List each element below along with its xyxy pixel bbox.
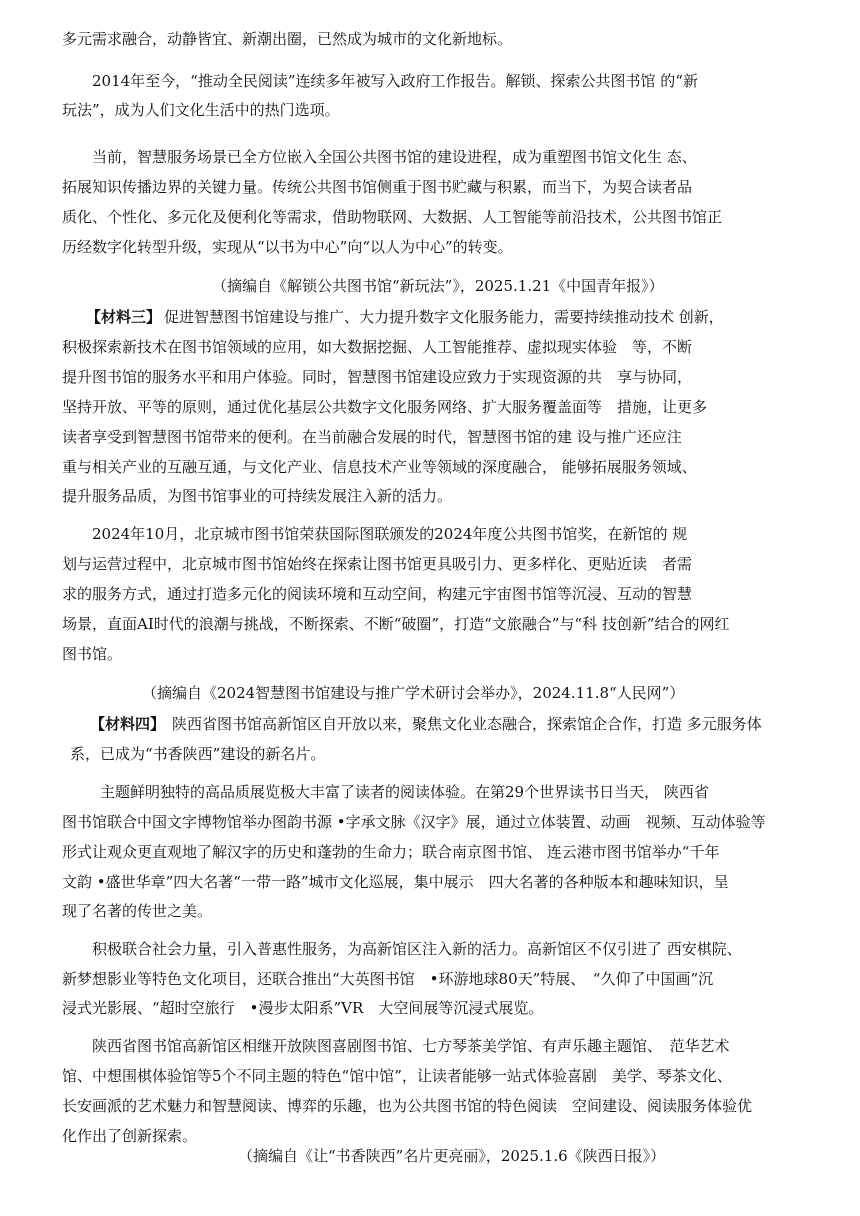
text-line: 提升图书馆的服务水平和用户体验。同时，智慧图书馆建设应致力于实现资源的共 享与协同， [62,368,693,386]
text-line: 2014年至今，“推动全民阅读”连续多年被写入政府工作报告。解锁、探索公共图书馆 的“新 [92,72,698,90]
text-line: 积极探索新技术在图书馆领域的应用，如大数据挖掘、人工智能推荐、虚拟现实体验 等，不断 [62,338,693,356]
text-line: 形式让观众更直观地了解汉字的历史和蓬勃的生命力；联合南京图书馆、 连云港市图书馆举办“千年 [62,843,720,861]
text-line: 2024年10月，北京城市图书馆荣获国际图联颁发的2024年度公共图书馆奖，在新馆的 规 [92,525,688,543]
citation: （摘编自《让“书香陕西”名片更亮丽》，2025.1.6《陕西日报》） [238,1147,666,1165]
text-line: 系，已成为“书香陕西”建设的新名片。 [70,745,326,763]
text-line: 馆、中想围棋体验馆等5个不同主题的特色“馆中馆”，让读者能够一站式体验喜剧 美学、琴茶文化、 [62,1067,732,1085]
citation: （摘编自《2024智慧图书馆建设与推广学术研讨会举办》，2024.11.8“人民网”） [142,684,685,702]
text-line: 质化、个性化、多元化及便利化等需求，借助物联网、大数据、人工智能等前沿技术，公共图书馆正 [62,208,723,226]
citation: （摘编自《解锁公共图书馆“新玩法”》，2025.1.21《中国青年报》） [212,277,664,295]
text-line: 提升服务品质，为图书馆事业的可持续发展注入新的活力。 [62,487,453,505]
text-line: 当前，智慧服务场景已全方位嵌入全国公共图书馆的建设进程，成为重塑图书馆文化生 态、 [92,148,697,166]
text-line: 新梦想影业等特色文化项目，还联合推出“大英图书馆 •环游地球80天”特展、 “久仰了中国画”沉 [62,970,714,988]
text-line: 图书馆。 [62,645,123,663]
text-line: 读者享受到智慧图书馆带来的便利。在当前融合发展的时代，智慧图书馆的建 设与推广还应注 [62,428,682,446]
text-line: 陕西省图书馆高新馆区相继开放陕图喜剧图书馆、七方琴茶美学馆、有声乐趣主题馆、 范华艺术 [92,1037,730,1055]
text-line: 积极联合社会力量，引入普惠性服务，为高新馆区注入新的活力。高新馆区不仅引进了 西安棋院、 [92,940,742,958]
text-line: 文韵 •盛世华章”四大名著“一带一路”城市文化巡展，集中展示 四大名著的各种版本和趣味知识，呈 [62,873,729,891]
material-heading: 【材料四】 [90,715,166,733]
text-line: 促进智慧图书馆建设与推广、大力提升数字文化服务能力，需要持续推动技术 创新， [164,308,724,326]
text-line: 长安画派的艺术魅力和智慧阅读、博弈的乐趣，也为公共图书馆的特色阅读 空间建设、阅读服务体验优 [62,1097,753,1115]
text-line: 多元需求融合，动静皆宜、新潮出圈，已然成为城市的文化新地标。 [62,30,513,48]
text-line: 历经数字化转型升级，实现从“以书为中心”向“以人为中心”的转变。 [62,238,513,256]
text-line: 浸式光影展、“超时空旅行 •漫步太阳系”VR 大空间展等沉浸式展览。 [62,999,544,1017]
text-line: 拓展知识传播边界的关键力量。传统公共图书馆侧重于图书贮藏与积累，而当下，为契合读者品 [62,178,693,196]
material-heading: 【材料三】 [86,308,162,326]
text-line: 化作出了创新探索。 [62,1127,198,1145]
text-line: 玩法”，成为人们文化生活中的热门选项。 [62,101,340,119]
text-line: 重与相关产业的互融互通，与文化产业、信息技术产业等领域的深度融合， 能够拓展服务领域、 [62,458,697,476]
text-line: 主题鲜明独特的高品质展览极大丰富了读者的阅读体验。在第29个世界读书日当天， 陕西省 [100,783,709,801]
text-line: 陕西省图书馆高新馆区自开放以来，聚焦文化业态融合，探索馆企合作，打造 多元服务体 [172,715,762,733]
text-line: 图书馆联合中国文字博物馆举办图韵书源 •字承文脉《汉字》展，通过立体装置、动画 视频、互动体验等 [62,813,766,831]
text-line: 现了名著的传世之美。 [62,902,213,920]
text-line: 划与运营过程中，北京城市图书馆始终在探索让图书馆更具吸引力、更多样化、更贴近读 者需 [62,555,693,573]
text-line: 场景，直面AI时代的浪潮与挑战，不断探索、不断“破圈”，打造“文旅融合”与“科 技创新”结合的网红 [62,615,730,633]
text-line: 坚持开放、平等的原则，通过优化基层公共数字文化服务网络、扩大服务覆盖面等 措施，让更多 [62,398,708,416]
text-line: 求的服务方式，通过打造多元化的阅读环境和互动空间，构建元宇宙图书馆等沉浸、互动的智慧 [62,585,693,603]
